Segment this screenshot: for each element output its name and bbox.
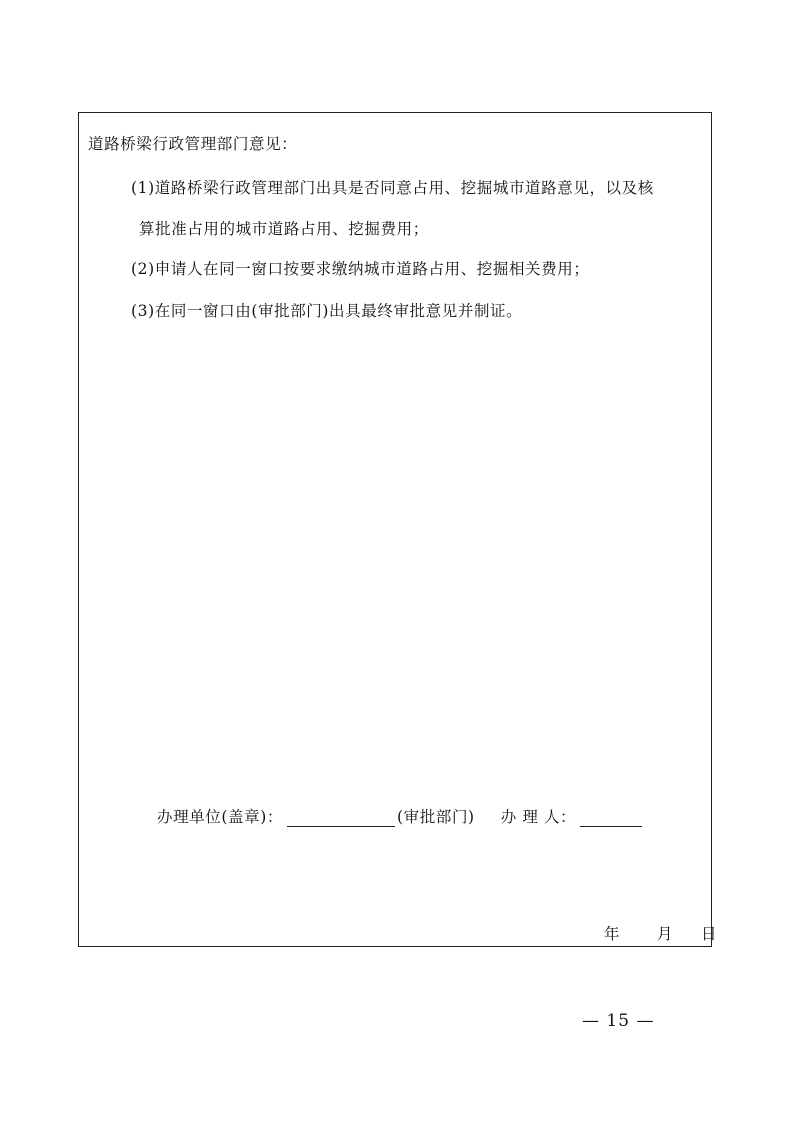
approval-department-label: (审批部门) bbox=[397, 808, 475, 826]
opinion-item-2: (2)申请人在同一窗口按要求缴纳城市道路占用、挖掘相关费用； bbox=[131, 260, 590, 278]
page-number: — 15 — bbox=[582, 1011, 655, 1031]
date-year-label: 年 bbox=[604, 925, 620, 943]
handling-unit-blank[interactable] bbox=[287, 809, 395, 827]
handler-blank[interactable] bbox=[580, 809, 642, 827]
date-month-label: 月 bbox=[657, 925, 673, 943]
handling-unit-label: 办理单位(盖章)： bbox=[157, 808, 283, 826]
opinion-item-1-continuation: 算批准占用的城市道路占用、挖掘费用； bbox=[139, 220, 429, 238]
opinion-item-1: (1)道路桥梁行政管理部门出具是否同意占用、挖掘城市道路意见，以及核 bbox=[131, 179, 654, 197]
opinion-heading: 道路桥梁行政管理部门意见： bbox=[88, 135, 298, 153]
handler-label: 办 理 人： bbox=[500, 808, 577, 826]
opinion-item-3: (3)在同一窗口由(审批部门)出具最终审批意见并制证。 bbox=[131, 302, 523, 320]
signature-row bbox=[157, 807, 642, 827]
opinion-form-box bbox=[78, 112, 717, 947]
date-day-label: 日 bbox=[701, 925, 717, 943]
